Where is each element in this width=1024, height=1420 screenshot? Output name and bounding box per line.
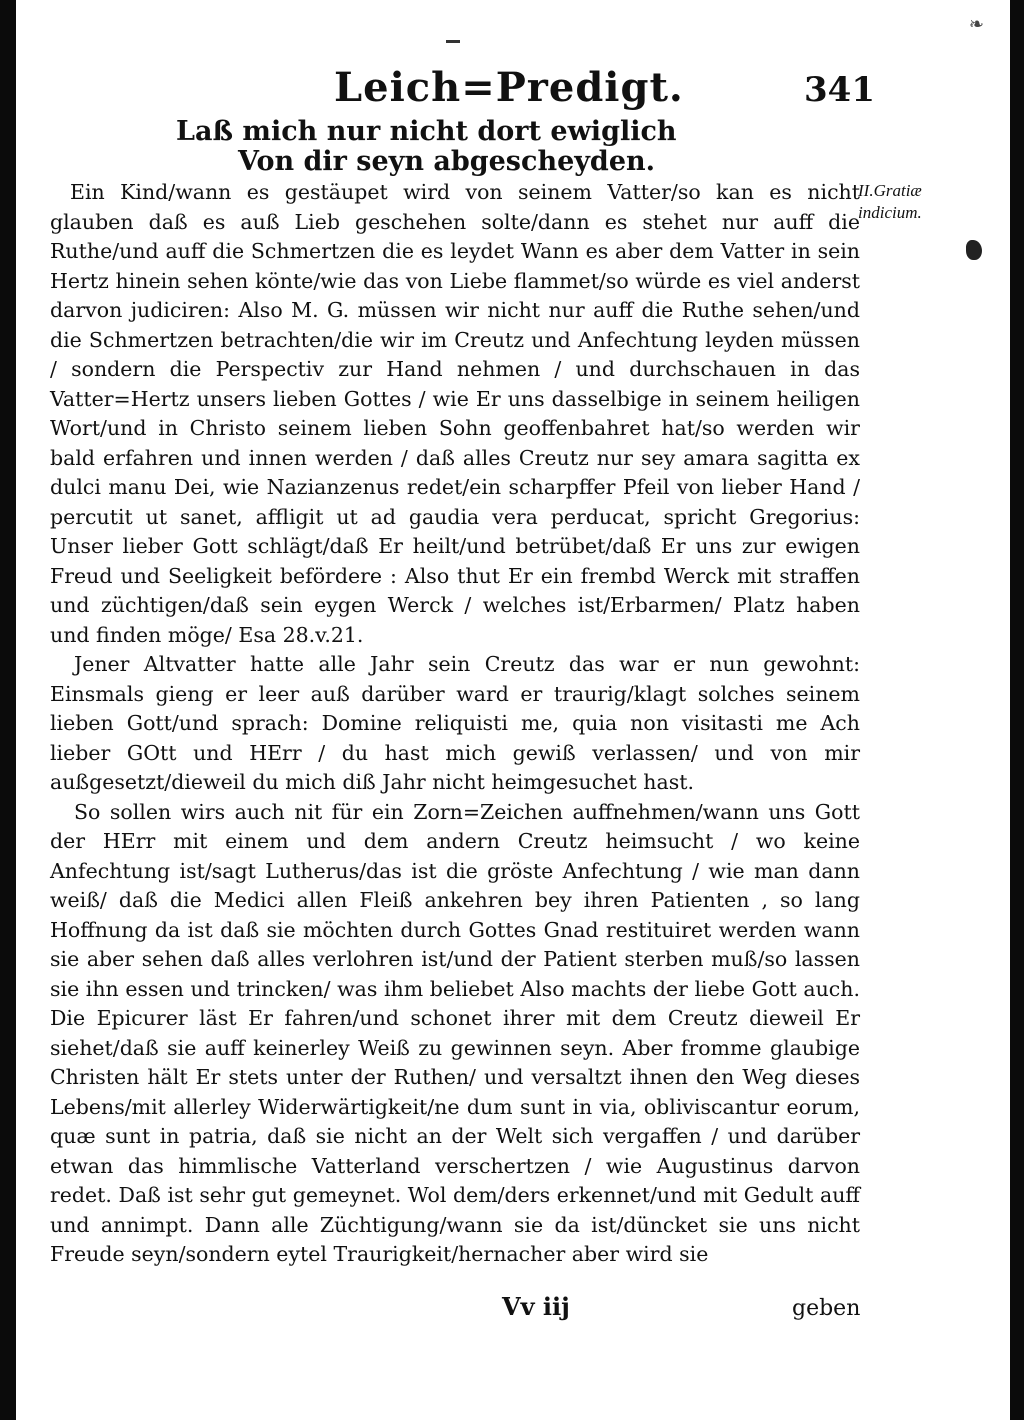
verse-line-2: Von dir seyn abgescheyden. [238, 146, 656, 177]
paragraph-3: So sollen wirs auch nit für ein Zorn=Zeichen auffnehmen/wann uns Gott der HErr mit einem und dem andern Creutz heimsucht / wo keine Anfechtung ist/sagt Lutherus/das ist die gröste Anfechtung / wie man dann weiß/ daß die Medici allen Fleiß ankehren bey ihren Patienten , so lang Hoffnung da ist daß sie möchten durch Gottes Gnad restituiret werden wann sie aber sehen daß alles verlohren ist/und der Patient sterben muß/so lassen sie ihn essen und trincken/ was ihm beliebet Also machts der liebe Gott auch. Die Epicurer läst Er fahren/und schonet ihrer mit dem Creutz dieweil Er siehet/daß sie auff keinerley Weiß zu gewinnen seyn. Aber fromme glaubige Christen hält Er stets unter der Ruthen/ und versaltzt ihnen den Weg dieses Lebens/mit allerley Widerwärtigkeit/ne dum sunt in via, obliviscantur eorum, quæ sunt in patria, daß sie nicht an der Welt sich vergaffen / und darüber etwan das himmlische Vatterland verschertzen / wie Augustinus darvon redet. Daß ist sehr gut gemeynet. Wol dem/ders erkennet/und mit Gedult auff und annimpt. Dann alle Züchtigung/wann sie da ist/düncket sie uns nicht Freude seyn/sondern eytel Traurigkeit/hernacher aber wird sie [50, 799, 860, 1266]
ink-blot [966, 240, 982, 260]
running-title: Leich=Predigt. [334, 64, 684, 111]
catchword: geben [792, 1296, 861, 1321]
signature-mark: Vv iij [502, 1292, 570, 1321]
paragraph-1: Ein Kind/wann es gestäupet wird von seinem Vatter/so kan es nicht glauben daß es auß Lieb geschehen solte/dann es stehet nur auff die Ruthe/und auff die Schmertzen die es leydet Wann es aber dem Vatter in sein Hertz hinein sehen könte/wie das von Liebe flammet/so würde es viel anderst darvon judiciren: Also M. G. müssen wir nicht nur auff die Ruthe sehen/und die Schmertzen betrachten/die wir im Creutz und Anfechtung leyden müssen / sondern die Perspectiv zur Hand nehmen / und durchschauen in das Vatter=Hertz unsers lieben Gottes / wie Er uns dasselbige in seinem heiligen Wort/und in Christo seinem lieben Sohn geoffenbahret hat/so werden wir bald erfahren und innen werden / daß alles Creutz nur sey amara sagitta ex dulci manu Dei, wie Nazianzenus redet/ein scharpffer Pfeil von lieber Hand / percutit ut sanet, affligit ut ad gaudia vera perducat, spricht Gregorius: Unser lieber Gott schlägt/daß Er heilt/und betrübet/daß Er uns zur ewigen Freud und Seeligkeit befördere : Also thut Er ein frembd Werck mit straffen und züchtigen/daß sein eygen Werck / welches ist/Erbarmen/ Platz haben und finden möge/ Esa 28.v.21. [50, 180, 860, 647]
corner-mark: ❧ [968, 14, 984, 35]
paragraph-2: Jener Altvatter hatte alle Jahr sein Creutz das war er nun gewohnt: Einsmals gieng er leer auß darüber ward er traurig/klagt solches seinem lieben Gott/und sprach: Domine reliquisti me, quia non visitasti me Ach lieber GOtt und HErr / du hast mich gewiß verlassen/ und von mir außgesetzt/dieweil du mich diß Jahr nicht heimgesuchet hast. [50, 652, 860, 794]
body-text [50, 178, 860, 1270]
page-number: 341 [804, 70, 875, 110]
margin-note: II.Gratiæ indicium. [858, 181, 922, 222]
verse-line-1: Laß mich nur nicht dort ewiglich [176, 116, 677, 147]
scan-mark [446, 40, 460, 43]
